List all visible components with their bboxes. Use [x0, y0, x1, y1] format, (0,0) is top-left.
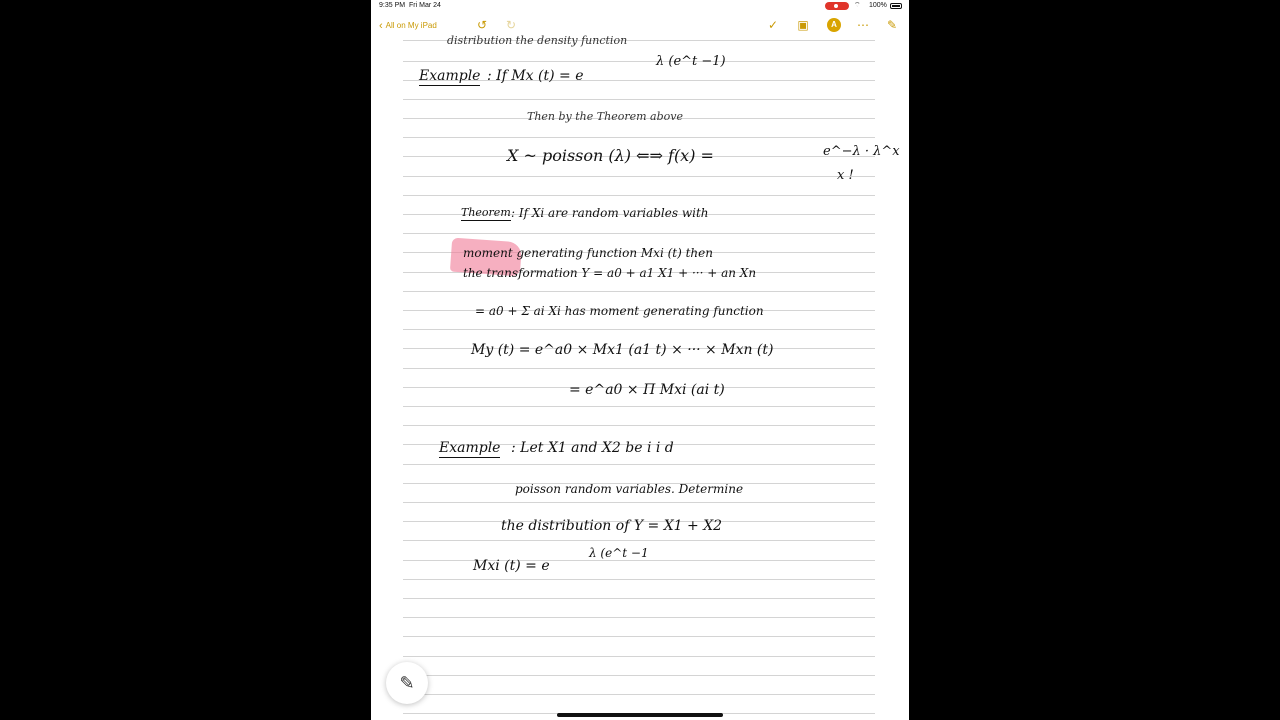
- chevron-left-icon: ‹: [379, 20, 383, 32]
- handwriting-line: : Let X1 and X2 be i i d: [511, 440, 674, 456]
- redo-icon[interactable]: ↻: [505, 18, 517, 32]
- ruled-line: [403, 233, 875, 234]
- status-bar: [371, 0, 909, 12]
- handwriting-line: = a0 + Σ ai Xi has moment generating function: [475, 304, 764, 318]
- ruled-line: [403, 694, 875, 695]
- ruled-line: [403, 579, 875, 580]
- handwriting-label: Example: [439, 440, 501, 456]
- ruled-line: [403, 617, 875, 618]
- ruled-line: [403, 540, 875, 541]
- handwriting-line: poisson random variables. Determine: [515, 482, 744, 496]
- handwriting-line: distribution the density function: [447, 34, 628, 47]
- pencil-tool-button[interactable]: [386, 662, 428, 704]
- ruled-line: [403, 406, 875, 407]
- ruled-line: [403, 99, 875, 100]
- handwriting-line: Then by the Theorem above: [527, 110, 683, 123]
- ruled-line: [403, 598, 875, 599]
- handwriting-line: : If Xi are random variables with: [511, 206, 709, 220]
- markup-icon[interactable]: A: [827, 18, 841, 32]
- ruled-line: [403, 176, 875, 177]
- compose-icon[interactable]: ✎: [886, 18, 898, 32]
- pencil-icon: ✎: [399, 673, 415, 693]
- handwriting-superscript: λ (e^t −1): [656, 54, 726, 69]
- checklist-icon[interactable]: ✓: [767, 18, 779, 32]
- battery-percent: 100%: [869, 2, 887, 9]
- ruled-line: [403, 656, 875, 657]
- ipad-screen: [371, 0, 909, 720]
- status-time: 9:35 PM: [379, 2, 406, 9]
- battery-icon: [890, 3, 902, 9]
- ruled-line: [403, 137, 875, 138]
- handwriting-fraction-denominator: x !: [837, 168, 854, 183]
- handwriting-line: moment generating function Mxi (t) then: [463, 246, 713, 260]
- handwriting-fraction-numerator: e^−λ · λ^x: [823, 144, 900, 159]
- handwriting-label: Theorem: [461, 206, 511, 219]
- ruled-line: [403, 425, 875, 426]
- ruled-line: [403, 675, 875, 676]
- handwriting-line: the transformation Y = a0 + a1 X1 + ··· + an Xn: [463, 266, 757, 280]
- undo-icon[interactable]: ↺: [476, 18, 488, 32]
- handwriting-line: My (t) = e^a0 × Mx1 (a1 t) × ··· × Mxn (t): [471, 342, 774, 358]
- more-icon[interactable]: ⋯: [857, 18, 869, 32]
- status-date: Fri Mar 24: [409, 2, 441, 9]
- ruled-line: [403, 636, 875, 637]
- handwriting-line: : If Mx (t) = e: [487, 68, 584, 84]
- note-canvas[interactable]: [403, 34, 900, 715]
- wifi-icon: ⌔: [854, 2, 861, 9]
- handwriting-line: X ~ poisson (λ) ⇐⇒ f(x) =: [507, 146, 714, 165]
- ruled-line: [403, 502, 875, 503]
- camera-icon[interactable]: ▣: [797, 18, 809, 32]
- handwriting-line: = e^a0 × Π Mxi (ai t): [569, 382, 725, 398]
- ruled-line: [403, 368, 875, 369]
- ruled-line: [403, 464, 875, 465]
- back-label: All on My iPad: [385, 21, 437, 30]
- handwriting-line: the distribution of Y = X1 + X2: [501, 518, 723, 534]
- ruled-line: [403, 291, 875, 292]
- screen-recording-icon: [825, 2, 849, 10]
- handwriting-label: Example: [419, 68, 481, 84]
- ruled-line: [403, 329, 875, 330]
- handwriting-line: Mxi (t) = e: [473, 558, 550, 574]
- ruled-line: [403, 195, 875, 196]
- ruled-line: [403, 61, 875, 62]
- back-button[interactable]: [379, 19, 437, 31]
- home-indicator[interactable]: [557, 713, 723, 717]
- handwriting-superscript: λ (e^t −1: [589, 546, 649, 560]
